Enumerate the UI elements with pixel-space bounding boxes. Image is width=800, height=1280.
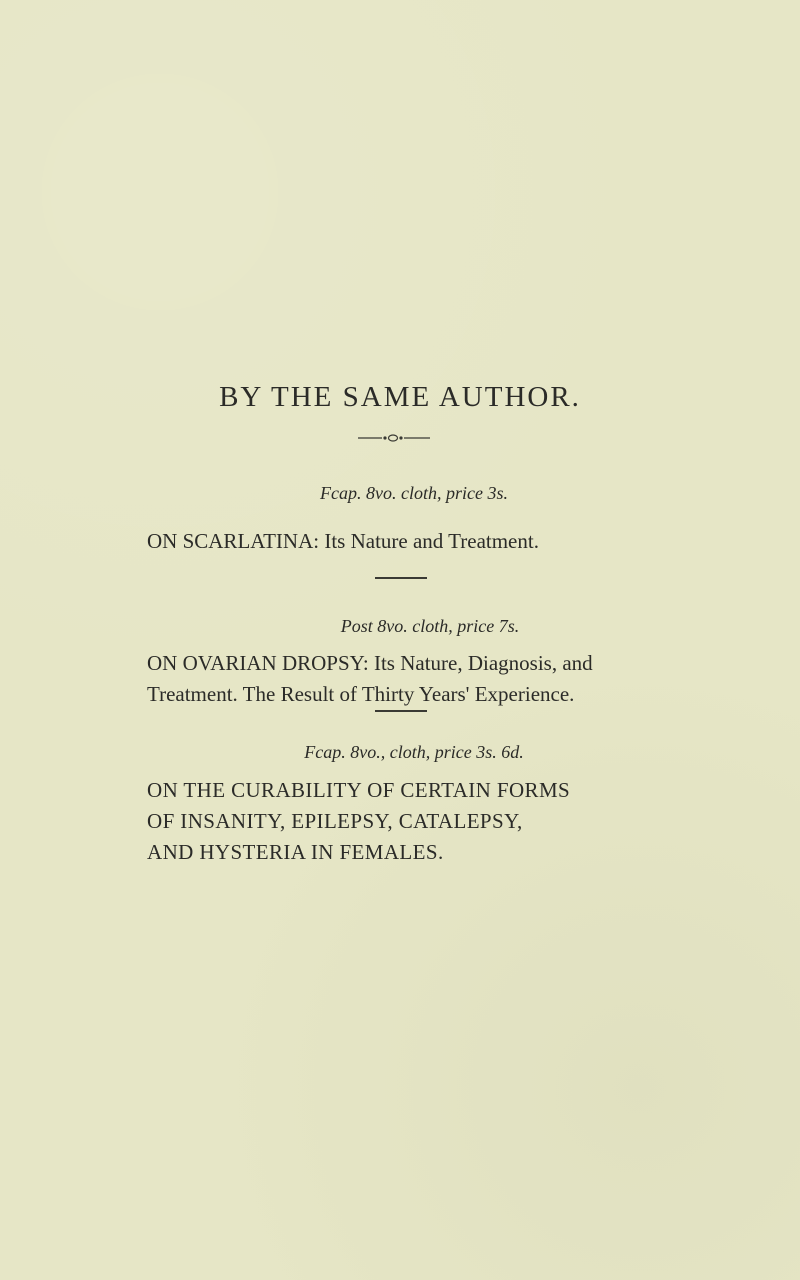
- book-3-title-line: ON THE CURABILITY OF CERTAIN FORMS: [147, 778, 571, 802]
- book-1-title: [147, 526, 707, 557]
- book-2-title-line: Treatment. The Result of Thirty Years' Experience.: [147, 682, 575, 706]
- book-1-title-line: ON SCARLATINA: Its Nature and Treatment.: [147, 529, 539, 553]
- book-2-title-line: ON OVARIAN DROPSY: Its Nature, Diagnosis, and: [147, 651, 593, 675]
- book-3-title-line: OF INSANITY, EPILEPSY, CATALEPSY,: [147, 809, 523, 833]
- book-3-price: Fcap. 8vo., cloth, price 3s. 6d.: [304, 742, 524, 762]
- book-3-title-line: AND HYSTERIA IN FEMALES.: [147, 840, 444, 864]
- book-3-title: [147, 775, 702, 868]
- section-divider: [375, 710, 427, 712]
- page-heading: BY THE SAME AUTHOR.: [219, 381, 581, 413]
- ornament-divider-icon: [358, 433, 430, 443]
- book-2-price: Post 8vo. cloth, price 7s.: [340, 616, 520, 636]
- book-2-title: [147, 648, 707, 710]
- section-divider: [375, 577, 427, 579]
- book-1-price: Fcap. 8vo. cloth, price 3s.: [320, 483, 508, 503]
